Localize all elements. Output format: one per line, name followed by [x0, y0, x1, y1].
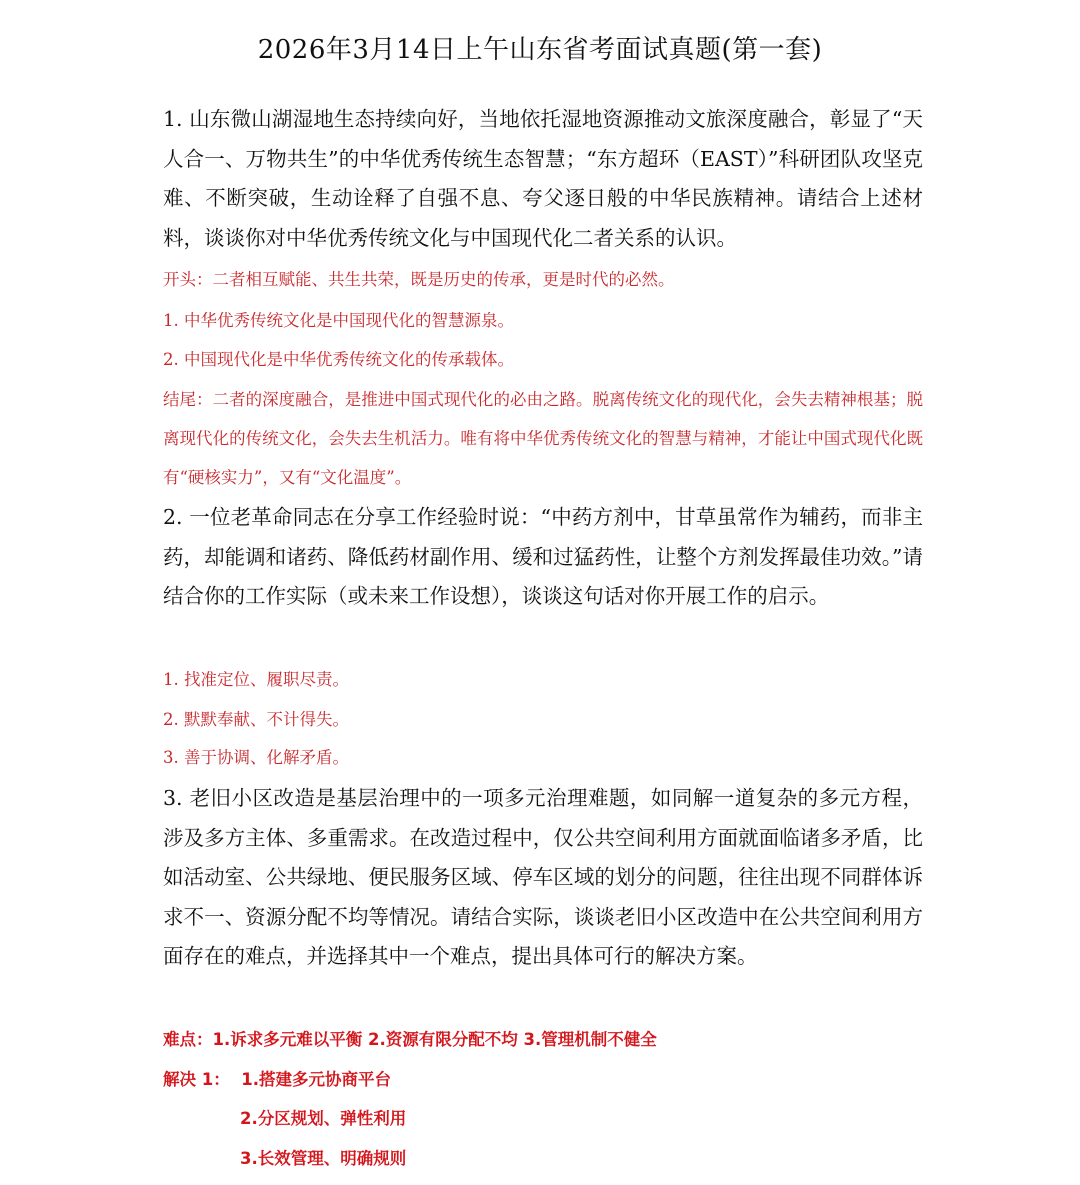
question-2-answer-point-3: 3. 善于协调、化解矛盾。: [163, 748, 349, 767]
question-2-text: 2. 一位老革命同志在分享工作经验时说：“中药方剂中，甘草虽常作为辅药，而非主药，却能调和诸药、降低药材副作用、缓和过猛药性，让整个方剂发挥最佳功效。”请结合你的工作实际（或未来工作设想），谈谈这句话对你开展工作的启示。: [163, 505, 923, 608]
question-1-answer-opening: 开头：二者相互赋能、共生共荣，既是历史的传承，更是时代的必然。: [163, 270, 675, 289]
question-1-text: 1. 山东微山湖湿地生态持续向好，当地依托湿地资源推动文旅深度融合，彰显了“天人合一、万物共生”的中华优秀传统生态智慧；“东方超环（EAST）”科研团队攻坚克难、不断突破，生动诠释了自强不息、夸父逐日般的中华民族精神。请结合上述材料，谈谈你对中华优秀传统文化与中国现代化二者关系的认识。: [163, 107, 923, 250]
question-3-answer-solution-3: 3.长效管理、明确规则: [240, 1149, 407, 1168]
document-title: 2026年3月14日上午山东省考面试真题(第一套): [257, 35, 823, 65]
question-3-answer-solution-2: 2.分区规划、弹性利用: [240, 1109, 407, 1128]
question-2-answer-point-1: 1. 找准定位、履职尽责。: [163, 670, 349, 689]
question-1-answer-point-1: 1. 中华优秀传统文化是中国现代化的智慧源泉。: [163, 311, 514, 330]
question-2-answer-point-2: 2. 默默奉献、不计得失。: [163, 710, 349, 729]
question-1-answer-point-2: 2. 中国现代化是中华优秀传统文化的传承载体。: [163, 350, 514, 369]
question-3-answer-difficulties: 难点：1.诉求多元难以平衡 2.资源有限分配不均 3.管理机制不健全: [163, 1030, 657, 1049]
question-3-answer-solution-heading: 解决 1： 1.搭建多元协商平台: [163, 1070, 391, 1089]
question-3-text: 3. 老旧小区改造是基层治理中的一项多元治理难题，如同解一道复杂的多元方程，涉及多方主体、多重需求。在改造过程中，仅公共空间利用方面就面临诸多矛盾，比如活动室、公共绿地、便民服务区域、停车区域的划分的问题，往往出现不同群体诉求不一、资源分配不均等情况。请结合实际，谈谈老旧小区改造中在公共空间利用方面存在的难点，并选择其中一个难点，提出具体可行的解决方案。: [163, 786, 923, 968]
question-1-answer-ending: 结尾：二者的深度融合，是推进中国式现代化的必由之路。脱离传统文化的现代化，会失去精神根基；脱离现代化的传统文化，会失去生机活力。唯有将中华优秀传统文化的智慧与精神，才能让中国式现代化既有“硬核实力”，又有“文化温度”。: [163, 390, 923, 487]
